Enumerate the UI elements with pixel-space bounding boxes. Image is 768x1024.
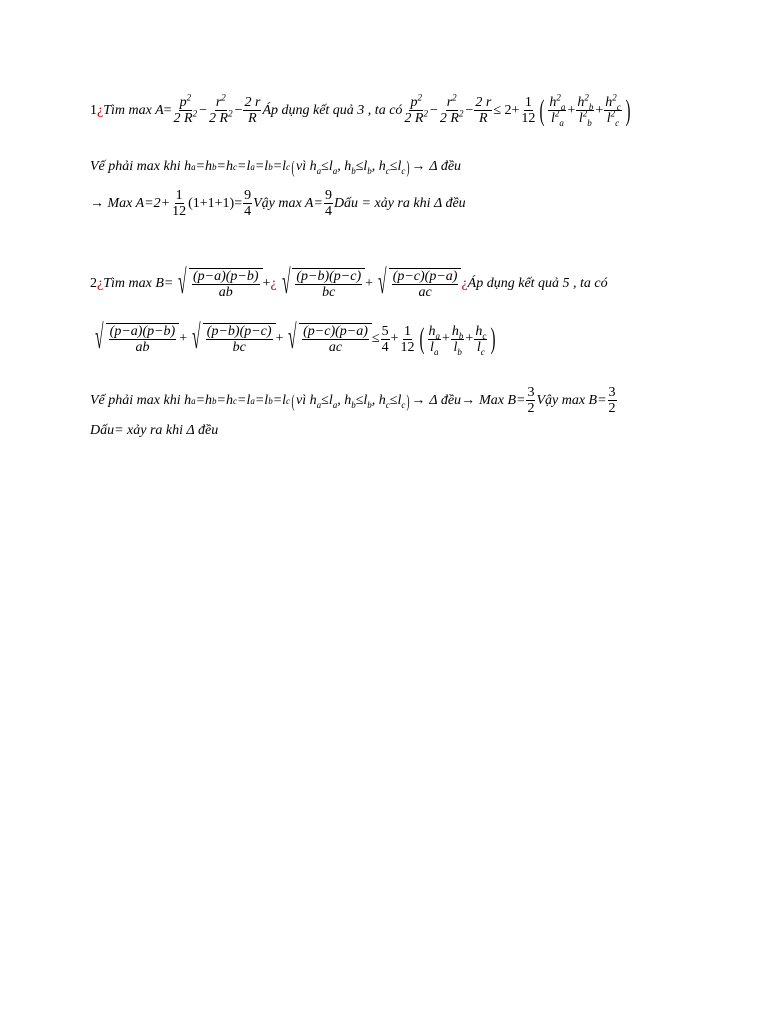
- p2-frac-3-2-b: $\frac{3}{2}$: [608, 385, 616, 416]
- p1-paren-sum: (1+1+1)=: [188, 195, 243, 211]
- p2-line3: Vế phải max khi h a =h b =h c =l a =l b =l c ( vì $h_a\le l_a$, $h_b\le l_b$, $h_c\le l_c$ ) → Δ đều → Max B= $\frac{3}{2}$ Vậy max B= $\frac{3}{2}$: [90, 385, 616, 416]
- p1-frac-1-12-b: $\frac{1}{12}$: [172, 188, 187, 219]
- p1-dau-text: Dấu = xảy ra khi Δ đều: [333, 195, 466, 211]
- p2-sqrt-ab-b: √ $\frac{(p-a)(p-b)}{ab}$: [90, 323, 179, 355]
- p2-find-label: Tìm max B=: [103, 276, 174, 291]
- p1-line2: Vế phải max khi h a =h b =h c =l a =l b =l c ( vì $h_a\le l_a$, $h_b\le l_b$, $h_c\le l_c$ ) → Δ đều: [90, 157, 462, 177]
- p2-frac-3-2: $\frac{3}{2}$: [527, 385, 535, 416]
- p1-frac-9-4-b: $\frac{9}{4}$: [324, 188, 332, 219]
- p2-sqrt-bc: √ $\frac{(p-b)(p-c)}{bc}$: [277, 268, 365, 300]
- p2-line2: √ $\frac{(p-a)(p-b)}{ab}$ + √ $\frac{(p-b)(p-c)}{bc}$ + √ $\frac{(p-c)(p-a)}{ac}$ ≤ $\frac{5}{4}$ + $\frac{1}{12}$ ( $\frac{h_a}{l_a}$ + $\frac{h_b}{l_b}$ + $\frac{h_c}{l_c}$ ): [90, 323, 498, 355]
- p1-max-prefix: → Max A=2+: [90, 195, 171, 211]
- p1-rhs-text: Vế phải max khi h: [90, 159, 192, 174]
- p2-frac-1-12: $\frac{1}{12}$: [400, 323, 415, 355]
- p1-frac-9-4: $\frac{9}{4}$: [244, 188, 252, 219]
- p1-frac-2r-b: $\frac{2 r}{R}$: [475, 95, 492, 126]
- p2-vay-max: Vậy max B=: [536, 392, 607, 408]
- p2-rhs-text: Vế phải max khi h: [90, 392, 192, 408]
- p1-frac-ha-la: $\frac{h^2_a}{l^2_a}$: [549, 92, 566, 128]
- p1-apply-text: Áp dụng kết quả 3 , ta có: [262, 102, 403, 118]
- p1-frac-hc-lc: $\frac{h^2_c}{l^2_c}$: [605, 92, 621, 128]
- p2-number: 2: [90, 276, 97, 291]
- p2-line1: 2 ¿ Tìm max B= √ $\frac{(p-a)(p-b)}{ab}$ + ¿ √ $\frac{(p-b)(p-c)}{bc}$ + √ $\frac{(p-c)(p-a)}{ac}$ ¿ Áp dụng kết quả 5 , ta có: [90, 264, 608, 301]
- p2-line4: [90, 423, 218, 439]
- p1-frac-p2-b: $\frac{p^2}{2 R^2}$: [404, 92, 428, 126]
- p1-number: 1: [90, 102, 97, 118]
- p2-sqrt-ac-b: √ $\frac{(p-c)(p-a)}{ac}$: [283, 323, 371, 355]
- p1-line3: [90, 188, 466, 219]
- p1-vay-max: Vậy max A=: [253, 195, 323, 211]
- p1-find-label: Tìm max A: [103, 102, 164, 118]
- p2-sqrt-ab: √ $\frac{(p-a)(p-b)}{ab}$: [173, 268, 262, 300]
- p2-dau-text: Dấu= xảy ra khi Δ đều: [90, 423, 219, 438]
- p1-frac-2r: $\frac{2 r}{R}$: [244, 95, 261, 126]
- p1-frac-hb-lb: $\frac{h^2_b}{l^2_b}$: [577, 92, 594, 128]
- p1-frac-1-12: $\frac{1}{12}$: [521, 95, 536, 126]
- p1-line1: 1 ¿ Tìm max A = $\frac{p^2}{2 R^2}$ − $\frac{r^2}{2 R^2}$ − $\frac{2 r}{R}$ Áp dụng kết quả 3 , ta có $\frac{p^2}{2 R^2}$ − $\frac{r^2}{2 R^2}$ − $\frac{2 r}{R}$ ≤ 2+ $\frac{1}{12}$ ( $\frac{h^2_a}{l^2_a}$ + $\frac{h^2_b}{l^2_b}$ + $\frac{h^2_c}{l^2_c}$ ): [90, 92, 631, 128]
- p1-le-2-plus: ≤ 2+: [493, 102, 520, 118]
- p2-sqrt-bc-b: √ $\frac{(p-b)(p-c)}{bc}$: [187, 323, 275, 355]
- p2-apply-text: Áp dụng kết quả 5 , ta có: [467, 276, 608, 291]
- p1-frac-r2: $\frac{r^2}{2 R^2}$: [209, 92, 233, 126]
- p1-frac-p2: $\frac{p^2}{2 R^2}$: [173, 92, 198, 126]
- p1-frac-r2-b: $\frac{r^2}{2 R^2}$: [439, 92, 464, 126]
- p2-sqrt-ac: √ $\frac{(p-c)(p-a)}{ac}$: [373, 268, 461, 300]
- p1-bad-char: ¿: [97, 102, 104, 118]
- p2-frac-5-4: $\frac{5}{4}$: [381, 323, 389, 355]
